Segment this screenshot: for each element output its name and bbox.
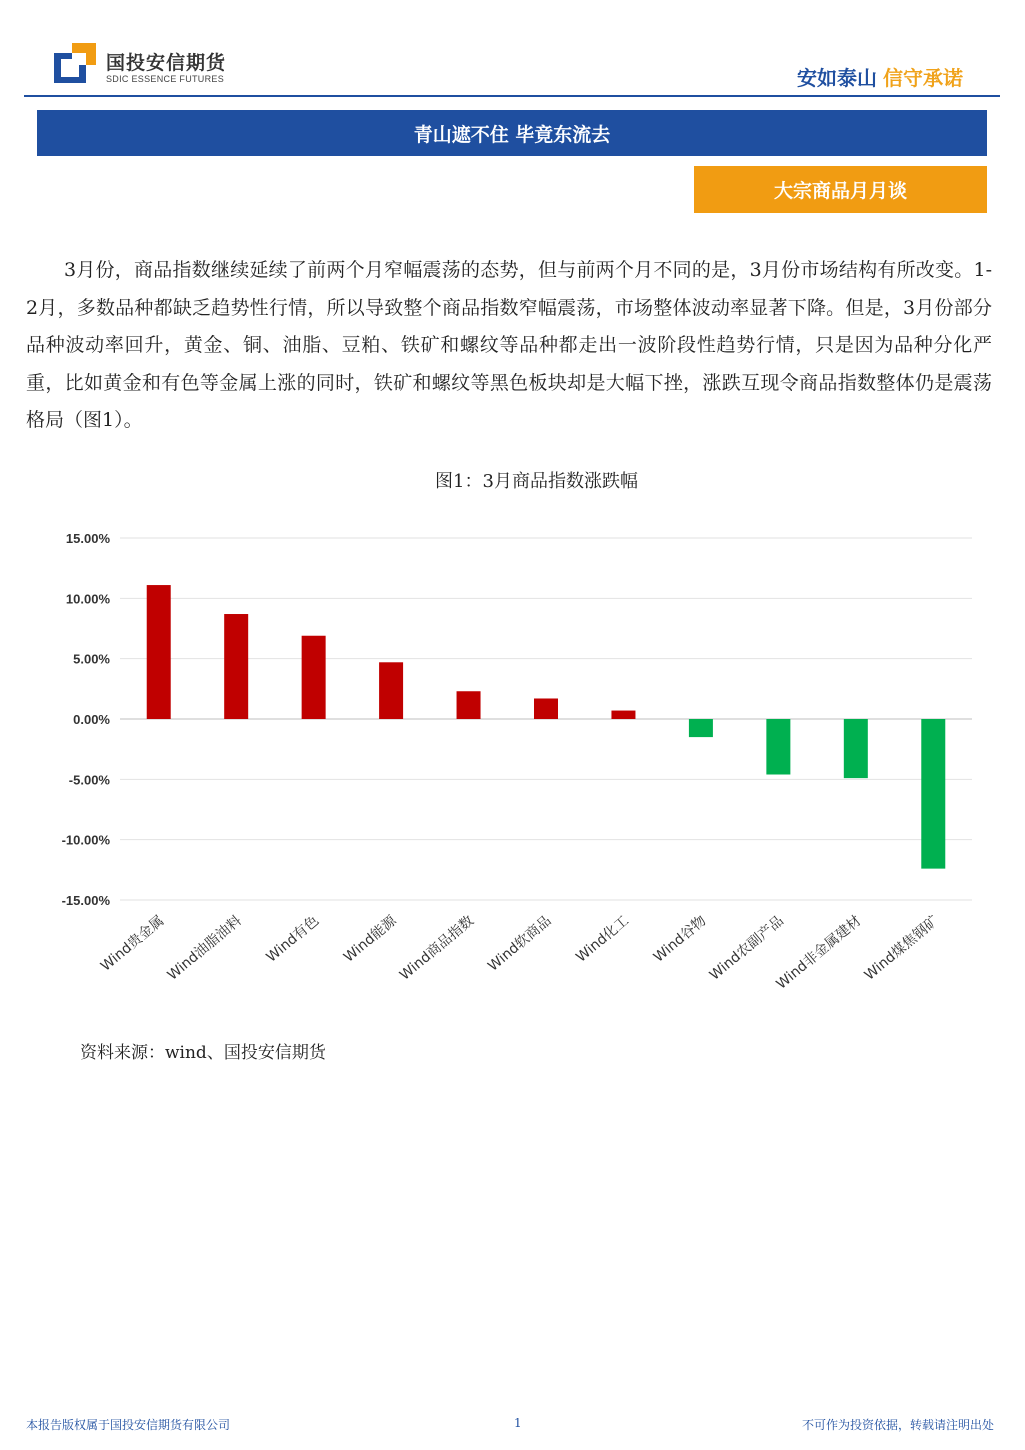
bar	[921, 719, 945, 869]
x-tick-label: Wind有色	[263, 912, 323, 966]
x-tick-label: Wind非金属建材	[773, 912, 865, 993]
x-tick-label: Wind能源	[340, 912, 400, 966]
slogan	[797, 62, 963, 91]
bar	[224, 614, 248, 719]
x-tick-label: Wind谷物	[650, 912, 710, 966]
slogan-part1: 安如泰山	[797, 66, 877, 90]
footer-disclaimer: 不可作为投资依据，转载请注明出处	[801, 1418, 994, 1432]
bar	[534, 698, 558, 719]
bar	[689, 719, 713, 737]
bar	[147, 585, 171, 719]
bar	[457, 691, 481, 719]
x-tick-label: Wind商品指数	[396, 912, 478, 984]
logo-text: 国投安信期货	[106, 52, 227, 74]
column-tag: 大宗商品月月谈	[694, 166, 987, 213]
x-tick-label: Wind农副产品	[706, 912, 787, 984]
x-tick-label: Wind煤焦钢矿	[861, 912, 942, 984]
x-tick-label: Wind贵金属	[97, 912, 168, 975]
bar	[611, 711, 635, 719]
page-title: 青山遮不住 毕竟东流去	[37, 110, 987, 156]
header-divider	[24, 95, 1000, 97]
x-tick-label: Wind化工	[573, 912, 633, 966]
page-number: 1	[514, 1416, 522, 1430]
footer-copyright: 本报告版权属于国投安信期货有限公司	[26, 1418, 231, 1432]
y-tick-label: -10.00%	[61, 832, 110, 848]
bar-chart	[30, 520, 990, 1000]
bar	[379, 662, 403, 719]
figure-title: 图1：3月商品指数涨跌幅	[435, 471, 638, 492]
x-tick-label: Wind油脂油料	[164, 912, 245, 984]
bar	[766, 719, 790, 775]
slogan-part2: 信守承诺	[883, 66, 963, 90]
y-tick-label: 0.00%	[73, 712, 110, 727]
x-tick-label: Wind软商品	[485, 912, 555, 975]
logo-subtext: SDIC ESSENCE FUTURES	[106, 74, 225, 84]
y-tick-label: 10.00%	[65, 591, 110, 607]
source-note: 资料来源：wind、国投安信期货	[80, 1043, 326, 1063]
y-tick-label: -15.00%	[61, 893, 110, 908]
bar	[844, 719, 868, 778]
body-paragraph: 3月份，商品指数继续延续了前两个月窄幅震荡的态势，但与前两个月不同的是，3月份市场结构有所改变。1-2月，多数品种都缺乏趋势性行情，所以导致整个商品指数窄幅震荡，市场整体波动率显著下降。但是，3月份部分品种波动率回升，黄金、铜、油脂、豆粕、铁矿和螺纹等品种都走出一波阶段性趋势行情，只是因为品种分化严重，比如黄金和有色等金属上涨的同时，铁矿和螺纹等黑色板块却是大幅下挫，涨跌互现令商品指数整体仍是震荡格局（图1）。	[26, 259, 992, 431]
y-tick-label: 5.00%	[73, 651, 110, 667]
y-tick-label: 15.00%	[65, 531, 110, 546]
y-tick-label: -5.00%	[68, 772, 110, 788]
bar	[302, 636, 326, 719]
logo-icon	[54, 43, 96, 83]
